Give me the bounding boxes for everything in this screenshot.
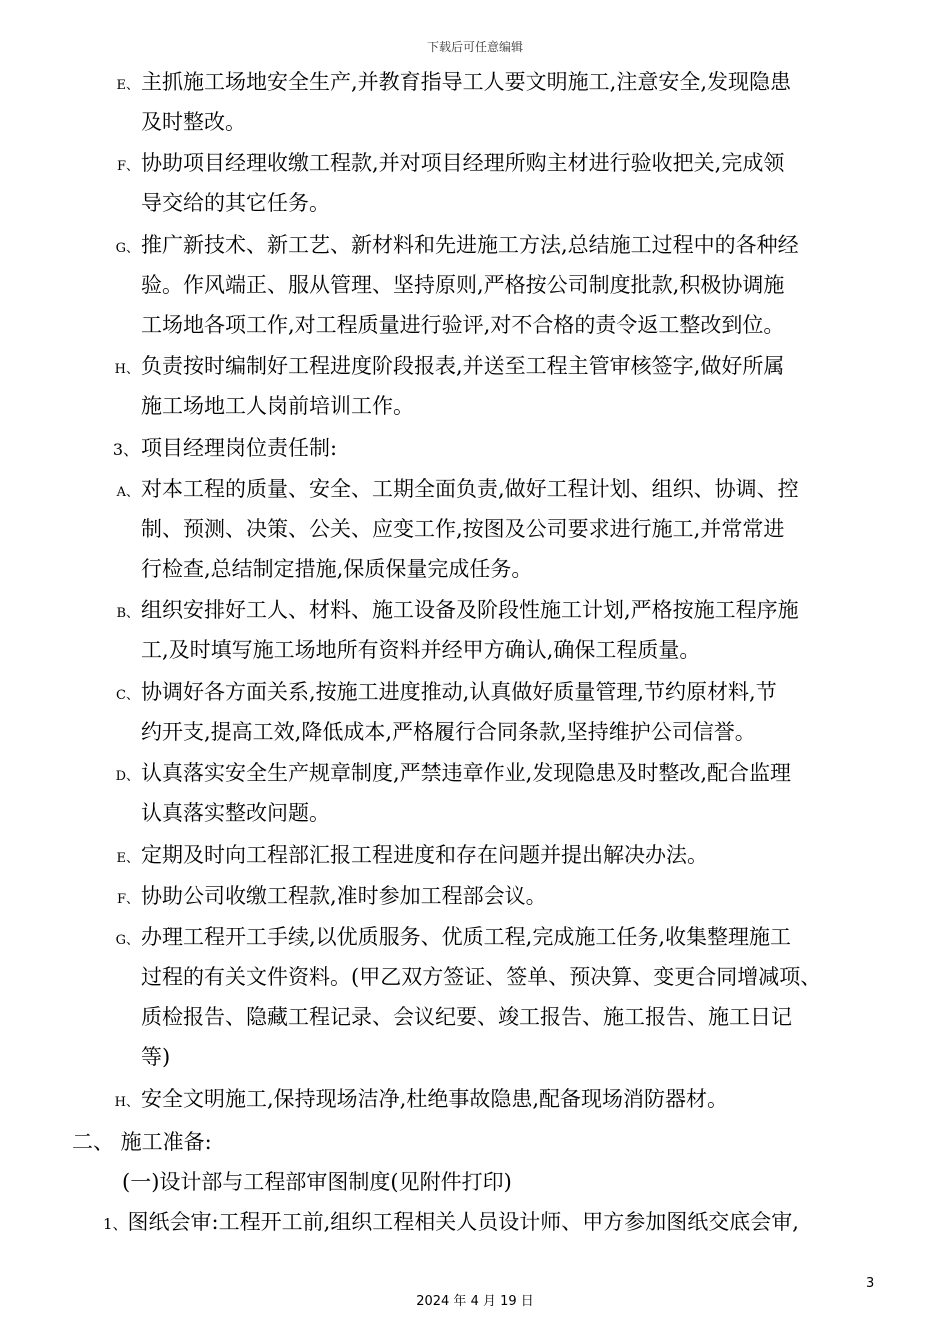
list-item-text [141, 346, 881, 426]
page-header-note: 下载后可任意编辑 [426, 40, 523, 54]
text-line: 负责按时编制好工程进度阶段报表,并送至工程主管审核签字,做好所属 [141, 354, 785, 379]
text-line: 工,及时填写施工场地所有资料并经甲方确认,确保工程质量。 [141, 638, 701, 663]
list-item [103, 835, 883, 875]
list-item-marker: G、 [115, 933, 139, 949]
text-line: 质检报告、隐藏工程记录、会议纪要、竣工报告、施工报告、施工日记 [141, 1005, 792, 1030]
list-item-marker: E、 [116, 78, 139, 93]
text-line: 工场地各项工作,对工程质量进行验评,对不合格的责令返工整改到位。 [141, 312, 785, 337]
list-item-marker: G、 [115, 240, 139, 256]
list-item-marker: A、 [116, 485, 139, 500]
text-line: 协调好各方面关系,按施工进度推动,认真做好质量管理,节约原材料,节 [141, 679, 777, 704]
text-line: 认真落实整改问题。 [141, 801, 330, 826]
list-item [103, 672, 883, 752]
text-line: 及时整改。 [141, 110, 246, 134]
list-item-text [141, 835, 881, 875]
text-line: 主抓施工场地安全生产,并教育指导工人要文明施工,注意安全,发现隐患 [141, 70, 792, 94]
text-line: 导交给的其它任务。 [141, 191, 330, 216]
text-line: 行检查,总结制定措施,保质保量完成任务。 [141, 557, 533, 581]
list-item-text [141, 469, 881, 589]
subsection-heading: (一)设计部与工程部审图制度(见附件打印) [122, 1170, 512, 1194]
text-line: 定期及时向工程部汇报工程进度和存在问题并提出解决办法。 [141, 842, 708, 867]
list-item-text [141, 225, 881, 345]
list-item [103, 346, 883, 426]
text-line: 过程的有关文件资料。(甲乙双方签证、签单、预决算、变更合同增减项、 [141, 965, 822, 990]
text-line: 组织安排好工人、材料、施工设备及阶段性施工计划,严格按施工程序施 [141, 598, 799, 623]
list-item-marker: D、 [115, 769, 139, 785]
list-item-text [141, 876, 881, 916]
text-line: 施工场地工人岗前培训工作。 [141, 394, 414, 419]
section-item-1-text: 图纸会审:工程开工前,组织工程相关人员设计师、甲方参加图纸交底会审, [127, 1210, 799, 1234]
list-item-text [141, 428, 881, 468]
list-item-text [141, 917, 881, 1077]
list-item-marker: H、 [114, 1094, 139, 1110]
list-item-marker: E、 [116, 850, 139, 866]
text-line: 协助项目经理收缴工程款,并对项目经理所购主材进行验收把关,完成领 [141, 151, 785, 176]
list-item-text [141, 753, 881, 833]
list-item-marker: F、 [116, 892, 139, 907]
text-line: 约开支,提高工效,降低成本,严格履行合同条款,坚持维护公司信誉。 [141, 719, 756, 744]
section-item-1 [103, 1202, 893, 1244]
list-item [103, 469, 883, 589]
list-item [103, 753, 883, 833]
list-item [103, 876, 883, 916]
list-item [103, 143, 883, 223]
text-line: 认真落实安全生产规章制度,严禁违章作业,发现隐患及时整改,配合监理 [141, 761, 792, 786]
list-item-text [141, 143, 881, 223]
list-item-marker: C、 [116, 687, 139, 703]
page-number: 3 [866, 1276, 875, 1291]
list-item [103, 1079, 883, 1119]
text-line: 制、预测、决策、公关、应变工作,按图及公司要求进行施工,并常常进 [141, 517, 785, 541]
list-item-text [141, 672, 881, 752]
list-item [103, 590, 883, 670]
text-line: 项目经理岗位责任制: [141, 435, 338, 460]
list-item [103, 428, 883, 468]
list-item-text [141, 1079, 881, 1119]
list-item-marker: H、 [114, 362, 139, 378]
list-item-text [141, 62, 881, 142]
section-heading: 二、 施工准备: [72, 1130, 212, 1154]
list-item-marker: F、 [116, 159, 139, 175]
list-item [103, 225, 883, 345]
list-item [103, 62, 883, 142]
list-item [103, 917, 883, 1077]
text-line: 等) [141, 1045, 171, 1070]
list-item-marker: 3、 [112, 439, 139, 459]
text-line: 推广新技术、新工艺、新材料和先进施工方法,总结施工过程中的各种经 [141, 232, 799, 257]
section-item-1-marker: 1、 [103, 1215, 128, 1233]
text-line: 验。作风端正、服从管理、坚持原则,严格按公司制度批款,积极协调施 [141, 272, 785, 297]
list-item-marker: B、 [116, 606, 139, 622]
footer-date: 2024 年 4 月 19 日 [416, 1294, 534, 1309]
text-line: 办理工程开工手续,以优质服务、优质工程,完成施工任务,收集整理施工 [141, 925, 792, 950]
text-line: 协助公司收缴工程款,准时参加工程部会议。 [141, 884, 547, 908]
text-line: 安全文明施工,保持现场洁净,杜绝事故隐患,配备现场消防器材。 [141, 1086, 729, 1111]
text-line: 对本工程的质量、安全、工期全面负责,做好工程计划、组织、协调、控 [141, 477, 799, 501]
list-item-text [141, 590, 881, 670]
